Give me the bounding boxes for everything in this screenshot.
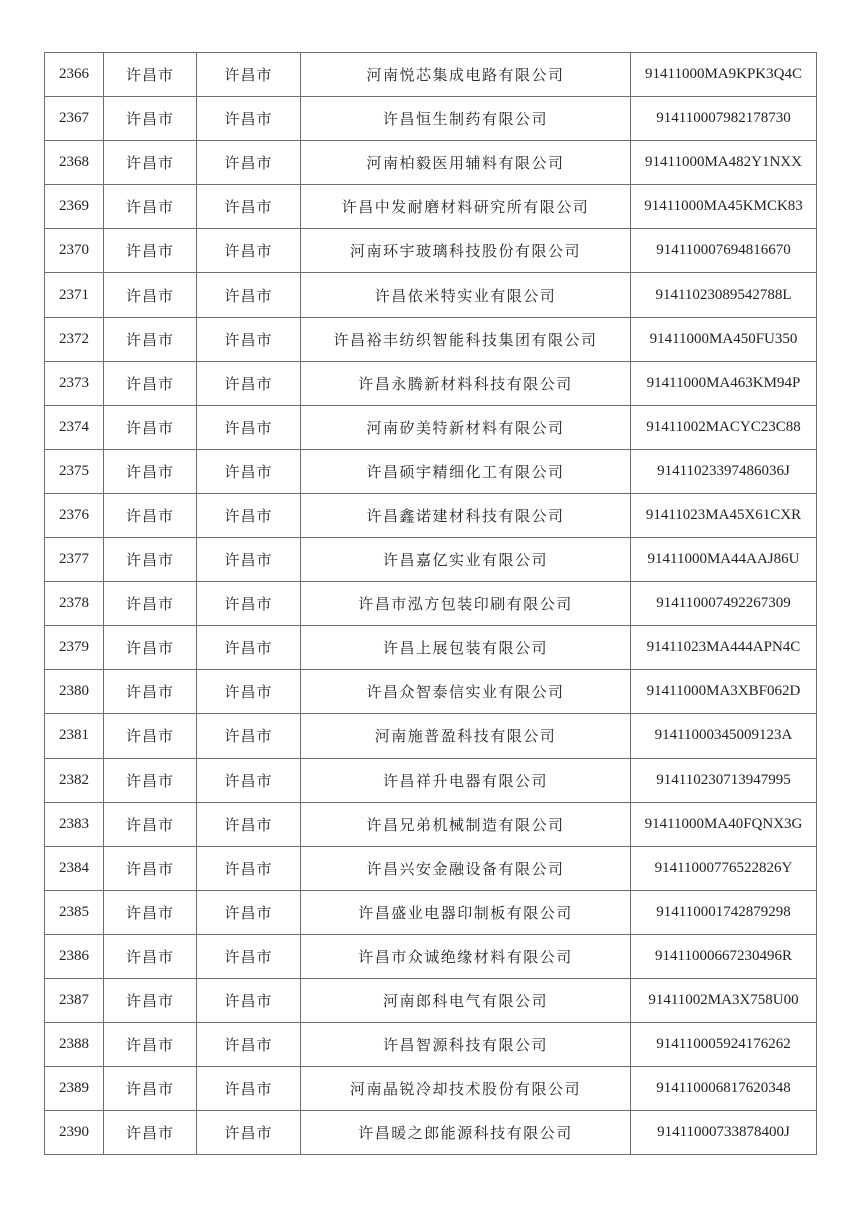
- serial-number-cell: 2384: [45, 846, 104, 890]
- serial-number-cell: 2389: [45, 1067, 104, 1111]
- company-name-cell: 河南晶锐冷却技术股份有限公司: [301, 1067, 631, 1111]
- credit-code-cell: 914110230713947995: [631, 758, 817, 802]
- company-name-cell: 许昌众智泰信实业有限公司: [301, 670, 631, 714]
- city-cell: 许昌市: [104, 53, 197, 97]
- county-cell: 许昌市: [197, 53, 301, 97]
- city-cell: 许昌市: [104, 405, 197, 449]
- table-row: [45, 141, 817, 185]
- company-name-cell: 许昌市泓方包装印刷有限公司: [301, 582, 631, 626]
- county-cell: 许昌市: [197, 934, 301, 978]
- county-cell: 许昌市: [197, 449, 301, 493]
- credit-code-cell: 91411000MA482Y1NXX: [631, 141, 817, 185]
- serial-number-cell: 2380: [45, 670, 104, 714]
- county-cell: 许昌市: [197, 185, 301, 229]
- serial-number-cell: 2375: [45, 449, 104, 493]
- credit-code-cell: 91411000MA9KPK3Q4C: [631, 53, 817, 97]
- table-row: [45, 714, 817, 758]
- table-row: [45, 978, 817, 1022]
- city-cell: 许昌市: [104, 185, 197, 229]
- city-cell: 许昌市: [104, 538, 197, 582]
- serial-number-cell: 2370: [45, 229, 104, 273]
- credit-code-cell: 914110005924176262: [631, 1023, 817, 1067]
- city-cell: 许昌市: [104, 890, 197, 934]
- credit-code-cell: 91411002MA3X758U00: [631, 978, 817, 1022]
- table-row: [45, 1067, 817, 1111]
- credit-code-cell: 91411023089542788L: [631, 273, 817, 317]
- company-name-cell: 许昌市众诚绝缘材料有限公司: [301, 934, 631, 978]
- company-name-cell: 许昌智源科技有限公司: [301, 1023, 631, 1067]
- table-row: [45, 229, 817, 273]
- county-cell: 许昌市: [197, 493, 301, 537]
- serial-number-cell: 2382: [45, 758, 104, 802]
- credit-code-cell: 91411000MA463KM94P: [631, 361, 817, 405]
- county-cell: 许昌市: [197, 538, 301, 582]
- credit-code-cell: 91411000667230496R: [631, 934, 817, 978]
- county-cell: 许昌市: [197, 405, 301, 449]
- county-cell: 许昌市: [197, 229, 301, 273]
- serial-number-cell: 2367: [45, 97, 104, 141]
- county-cell: 许昌市: [197, 714, 301, 758]
- company-name-cell: 许昌依米特实业有限公司: [301, 273, 631, 317]
- table-body: [45, 53, 817, 1155]
- county-cell: 许昌市: [197, 846, 301, 890]
- credit-code-cell: 91411000MA3XBF062D: [631, 670, 817, 714]
- company-name-cell: 许昌恒生制药有限公司: [301, 97, 631, 141]
- city-cell: 许昌市: [104, 934, 197, 978]
- company-name-cell: 许昌上展包装有限公司: [301, 626, 631, 670]
- county-cell: 许昌市: [197, 758, 301, 802]
- county-cell: 许昌市: [197, 978, 301, 1022]
- credit-code-cell: 91411023397486036J: [631, 449, 817, 493]
- city-cell: 许昌市: [104, 317, 197, 361]
- company-name-cell: 许昌鑫诺建材科技有限公司: [301, 493, 631, 537]
- credit-code-cell: 91411000MA44AAJ86U: [631, 538, 817, 582]
- serial-number-cell: 2378: [45, 582, 104, 626]
- credit-code-cell: 914110001742879298: [631, 890, 817, 934]
- company-name-cell: 河南柏毅医用辅料有限公司: [301, 141, 631, 185]
- credit-code-cell: 914110007982178730: [631, 97, 817, 141]
- credit-code-cell: 91411000733878400J: [631, 1111, 817, 1155]
- company-name-cell: 许昌盛业电器印制板有限公司: [301, 890, 631, 934]
- credit-code-cell: 91411002MACYC23C88: [631, 405, 817, 449]
- city-cell: 许昌市: [104, 626, 197, 670]
- city-cell: 许昌市: [104, 273, 197, 317]
- company-name-cell: 河南郎科电气有限公司: [301, 978, 631, 1022]
- credit-code-cell: 914110007694816670: [631, 229, 817, 273]
- company-name-cell: 许昌中发耐磨材料研究所有限公司: [301, 185, 631, 229]
- company-name-cell: 许昌暖之郎能源科技有限公司: [301, 1111, 631, 1155]
- table-row: [45, 1111, 817, 1155]
- city-cell: 许昌市: [104, 802, 197, 846]
- table-row: [45, 934, 817, 978]
- serial-number-cell: 2388: [45, 1023, 104, 1067]
- city-cell: 许昌市: [104, 846, 197, 890]
- city-cell: 许昌市: [104, 1067, 197, 1111]
- table-row: [45, 405, 817, 449]
- serial-number-cell: 2381: [45, 714, 104, 758]
- company-name-cell: 河南施普盈科技有限公司: [301, 714, 631, 758]
- company-name-cell: 许昌嘉亿实业有限公司: [301, 538, 631, 582]
- table-row: [45, 273, 817, 317]
- credit-code-cell: 914110007492267309: [631, 582, 817, 626]
- city-cell: 许昌市: [104, 758, 197, 802]
- serial-number-cell: 2371: [45, 273, 104, 317]
- credit-code-cell: 91411023MA444APN4C: [631, 626, 817, 670]
- credit-code-cell: 91411000MA40FQNX3G: [631, 802, 817, 846]
- table-row: [45, 846, 817, 890]
- enterprise-register-table: [44, 52, 817, 1155]
- company-name-cell: 河南矽美特新材料有限公司: [301, 405, 631, 449]
- table-row: [45, 185, 817, 229]
- company-name-cell: 许昌硕宇精细化工有限公司: [301, 449, 631, 493]
- credit-code-cell: 91411000776522826Y: [631, 846, 817, 890]
- city-cell: 许昌市: [104, 582, 197, 626]
- county-cell: 许昌市: [197, 890, 301, 934]
- credit-code-cell: 91411000345009123A: [631, 714, 817, 758]
- city-cell: 许昌市: [104, 141, 197, 185]
- table-row: [45, 758, 817, 802]
- table-row: [45, 361, 817, 405]
- serial-number-cell: 2373: [45, 361, 104, 405]
- city-cell: 许昌市: [104, 978, 197, 1022]
- city-cell: 许昌市: [104, 1023, 197, 1067]
- table-row: [45, 449, 817, 493]
- city-cell: 许昌市: [104, 449, 197, 493]
- city-cell: 许昌市: [104, 493, 197, 537]
- city-cell: 许昌市: [104, 361, 197, 405]
- city-cell: 许昌市: [104, 670, 197, 714]
- company-name-cell: 许昌祥升电器有限公司: [301, 758, 631, 802]
- city-cell: 许昌市: [104, 97, 197, 141]
- credit-code-cell: 91411000MA450FU350: [631, 317, 817, 361]
- serial-number-cell: 2366: [45, 53, 104, 97]
- serial-number-cell: 2374: [45, 405, 104, 449]
- company-name-cell: 许昌裕丰纺织智能科技集团有限公司: [301, 317, 631, 361]
- table-row: [45, 582, 817, 626]
- company-name-cell: 河南环宇玻璃科技股份有限公司: [301, 229, 631, 273]
- serial-number-cell: 2379: [45, 626, 104, 670]
- table-row: [45, 802, 817, 846]
- table-row: [45, 626, 817, 670]
- serial-number-cell: 2369: [45, 185, 104, 229]
- county-cell: 许昌市: [197, 802, 301, 846]
- serial-number-cell: 2387: [45, 978, 104, 1022]
- city-cell: 许昌市: [104, 229, 197, 273]
- serial-number-cell: 2372: [45, 317, 104, 361]
- table-row: [45, 1023, 817, 1067]
- county-cell: 许昌市: [197, 1067, 301, 1111]
- county-cell: 许昌市: [197, 97, 301, 141]
- table-row: [45, 538, 817, 582]
- company-name-cell: 河南悦芯集成电路有限公司: [301, 53, 631, 97]
- county-cell: 许昌市: [197, 141, 301, 185]
- table-row: [45, 97, 817, 141]
- credit-code-cell: 914110006817620348: [631, 1067, 817, 1111]
- city-cell: 许昌市: [104, 714, 197, 758]
- serial-number-cell: 2383: [45, 802, 104, 846]
- company-name-cell: 许昌兄弟机械制造有限公司: [301, 802, 631, 846]
- credit-code-cell: 91411000MA45KMCK83: [631, 185, 817, 229]
- county-cell: 许昌市: [197, 1111, 301, 1155]
- serial-number-cell: 2390: [45, 1111, 104, 1155]
- company-name-cell: 许昌兴安金融设备有限公司: [301, 846, 631, 890]
- county-cell: 许昌市: [197, 626, 301, 670]
- table-row: [45, 317, 817, 361]
- county-cell: 许昌市: [197, 582, 301, 626]
- credit-code-cell: 91411023MA45X61CXR: [631, 493, 817, 537]
- county-cell: 许昌市: [197, 273, 301, 317]
- table-row: [45, 670, 817, 714]
- serial-number-cell: 2386: [45, 934, 104, 978]
- table-row: [45, 53, 817, 97]
- county-cell: 许昌市: [197, 361, 301, 405]
- city-cell: 许昌市: [104, 1111, 197, 1155]
- county-cell: 许昌市: [197, 317, 301, 361]
- serial-number-cell: 2385: [45, 890, 104, 934]
- county-cell: 许昌市: [197, 1023, 301, 1067]
- table-row: [45, 493, 817, 537]
- serial-number-cell: 2376: [45, 493, 104, 537]
- serial-number-cell: 2368: [45, 141, 104, 185]
- company-name-cell: 许昌永腾新材料科技有限公司: [301, 361, 631, 405]
- table-row: [45, 890, 817, 934]
- serial-number-cell: 2377: [45, 538, 104, 582]
- county-cell: 许昌市: [197, 670, 301, 714]
